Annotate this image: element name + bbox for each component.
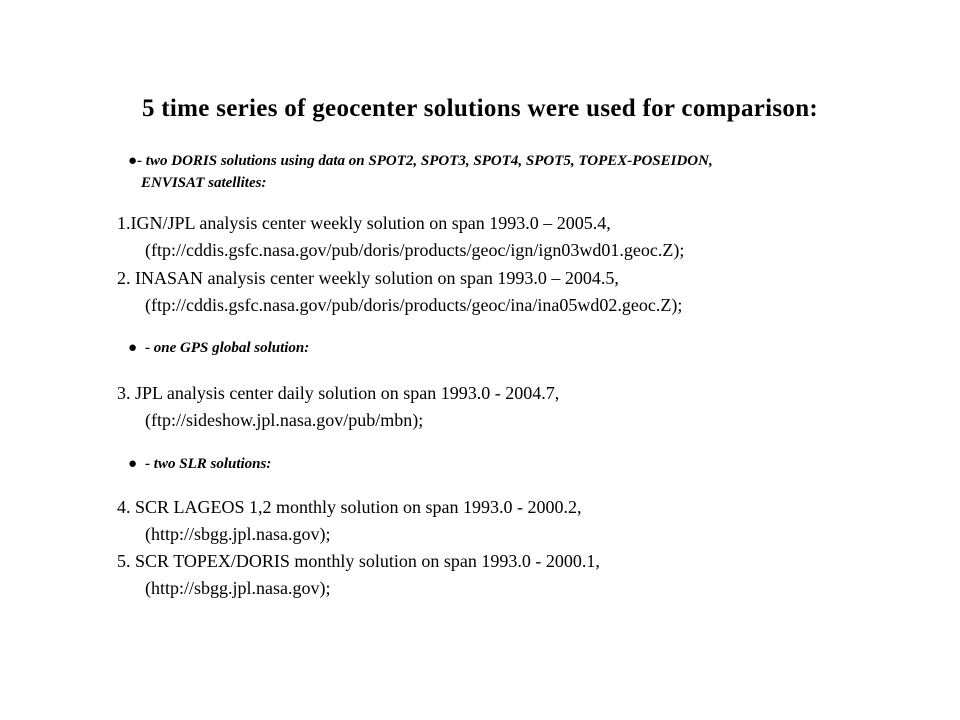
slr-heading-text: - two SLR solutions: bbox=[145, 456, 272, 472]
solution-item-3-url: (ftp://sideshow.jpl.nasa.gov/pub/mbn); bbox=[145, 410, 424, 430]
doris-heading bbox=[128, 153, 713, 170]
solution-item-2-url: (ftp://cddis.gsfc.nasa.gov/pub/doris/products/geoc/ina/ina05wd02.geoc.Z); bbox=[145, 295, 683, 315]
solution-item-4-title: 4. SCR LAGEOS 1,2 monthly solution on span 1993.0 - 2000.2, bbox=[117, 497, 582, 517]
solution-item-5-url: (http://sbgg.jpl.nasa.gov); bbox=[145, 578, 331, 598]
doris-heading-line2: ENVISAT satellites: bbox=[141, 175, 267, 191]
bullet-icon: ● bbox=[128, 153, 138, 169]
slide-title: 5 time series of geocenter solutions were used for comparison: bbox=[141, 95, 819, 122]
slr-heading bbox=[128, 456, 271, 473]
solution-item-5-title: 5. SCR TOPEX/DORIS monthly solution on span 1993.0 - 2000.1, bbox=[117, 551, 600, 571]
bullet-icon: ● bbox=[128, 340, 138, 356]
solution-item-1-title: 1.IGN/JPL analysis center weekly solution on span 1993.0 – 2005.4, bbox=[117, 213, 611, 233]
doris-heading-line1: - two DORIS solutions using data on SPOT2, SPOT3, SPOT4, SPOT5, TOPEX-POSEIDON, bbox=[137, 153, 713, 169]
solution-item-4-url: (http://sbgg.jpl.nasa.gov); bbox=[145, 524, 331, 544]
gps-heading bbox=[128, 340, 309, 357]
gps-heading-text: - one GPS global solution: bbox=[145, 340, 310, 356]
solution-item-3-title: 3. JPL analysis center daily solution on span 1993.0 - 2004.7, bbox=[117, 383, 560, 403]
bullet-icon: ● bbox=[128, 456, 138, 472]
solution-item-2-title: 2. INASAN analysis center weekly solution on span 1993.0 – 2004.5, bbox=[117, 268, 619, 288]
solution-item-1-url: (ftp://cddis.gsfc.nasa.gov/pub/doris/products/geoc/ign/ign03wd01.geoc.Z); bbox=[145, 240, 685, 260]
